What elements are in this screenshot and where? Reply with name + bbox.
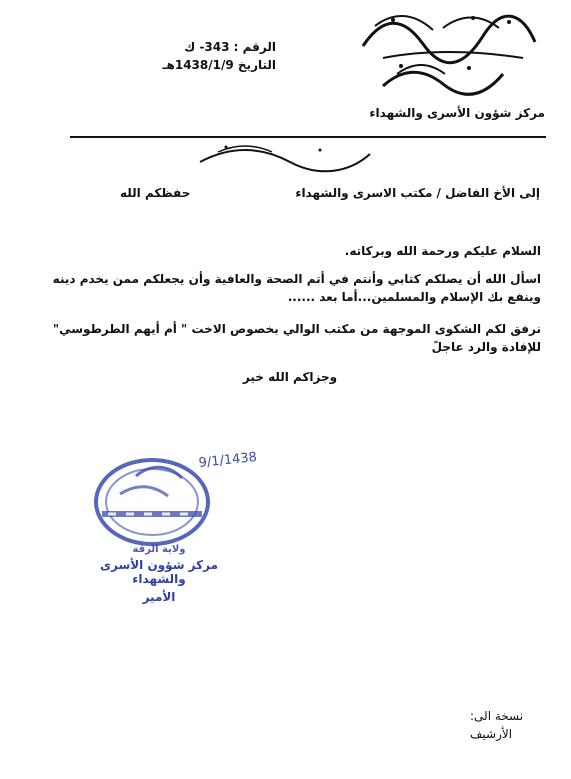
reference-block — [86, 38, 276, 74]
paragraph-1: اسأل الله أن يصلكم كتابي وأنتم في أتم الصحة والعافية وأن يجعلكم ممن يخدم دينه وينفع بك الإسلام والمسلمين...أما بعد ...... — [52, 272, 541, 304]
copies-label: نسخة الى: — [470, 709, 524, 723]
basmala-calligraphy — [190, 140, 380, 174]
closing-line: وجزاكم الله خير — [242, 370, 338, 384]
header-divider — [70, 136, 546, 138]
paragraph-2: نرفق لكم الشكوى الموجهة من مكتب الوالي بخصوص الاخت " أم أيهم الطرطوسي" للإفادة والرد عاجلً — [52, 322, 541, 354]
office-title: مركز شؤون الأسرى والشهداء — [369, 106, 545, 120]
addressee-prayer: حفظكم الله — [120, 186, 191, 200]
stamp-title: الأمير — [142, 590, 176, 604]
copies-item: الأرشيف — [470, 727, 513, 741]
handwritten-date: 9/1/1438 — [198, 449, 258, 471]
stamp-wilayah: ولاية الرقة — [132, 544, 186, 555]
greeting: السلام عليكم ورحمة الله وبركاته. — [344, 244, 541, 258]
stamp-signature-block — [94, 544, 224, 604]
addressee-text: إلى الأخ الفاضل / مكتب الاسرى والشهداء — [295, 186, 540, 200]
copies-block — [470, 707, 550, 743]
reference-number: الرقم : 343- ك — [184, 40, 276, 54]
reference-date: التاريخ 1438/1/9هـ — [162, 58, 276, 72]
wilayah-logo-calligraphy — [373, 56, 513, 100]
stamp-office: مركز شؤون الأسرى والشهداء — [99, 558, 219, 586]
